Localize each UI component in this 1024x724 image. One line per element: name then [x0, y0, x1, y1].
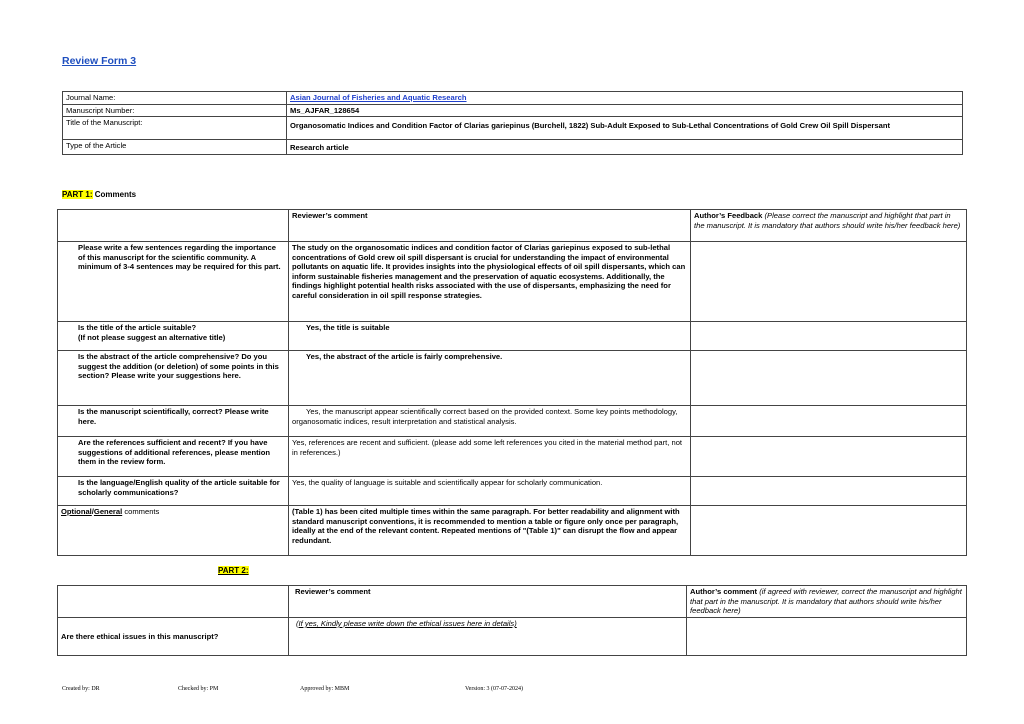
- question-cell: Is the language/English quality of the article suitable for scholarly communications?: [58, 477, 289, 506]
- author-feedback-cell[interactable]: [691, 477, 967, 506]
- reviewer-comment-cell: Yes, the quality of language is suitable and scientifically appear for scholarly communication.: [289, 477, 691, 506]
- manuscript-number-row: [63, 104, 963, 117]
- question-cell: Is the manuscript scientifically, correct? Please write here.: [58, 406, 289, 437]
- reviewer-comment-cell: Yes, the manuscript appear scientifically correct based on the provided context. Some key points methodology, organosomatic indices, result interpretation and statistical analysis.: [289, 406, 691, 437]
- ethical-comment-cell: (If yes, Kindly please write down the ethical issues here in details): [289, 618, 687, 656]
- part2-header-row: [58, 586, 967, 618]
- reviewer-comment-cell: The study on the organosomatic indices and condition factor of Clarias gariepinus exposed to sub-lethal concentrations of Gold crew oil spill dispersant is crucial for understanding the impact of environmental pollutants on aquatic life. It provides insights into the physiological effects of oil spill dispersants, which can inform sustainable fisheries management and the preservation of aquatic ecosystems. Additionally, the findings highlight potential health risks associated with the use of dispersants, emphasizing the need for careful consideration in oil spill response strategies.: [289, 242, 691, 322]
- table-row: [58, 477, 967, 506]
- table-row: [58, 406, 967, 437]
- journal-label: Journal Name:: [63, 92, 287, 105]
- table-row: [58, 242, 967, 322]
- question-cell: Please write a few sentences regarding the importance of this manuscript for the scientific community. A minimum of 3-4 sentences may be required for this part.: [58, 242, 289, 322]
- footer-version: Version: 3 (07-07-2024): [465, 686, 523, 692]
- author-feedback-cell[interactable]: [691, 406, 967, 437]
- author-feedback-cell[interactable]: [691, 437, 967, 477]
- footer-approved: Approved by: MBM: [300, 686, 350, 692]
- manuscript-number-label: Manuscript Number:: [63, 104, 287, 117]
- question-cell: Is the title of the article suitable? (If not please suggest an alternative title): [58, 322, 289, 351]
- table-row: [58, 351, 967, 406]
- manuscript-number-value: Ms_AJFAR_128654: [287, 104, 963, 117]
- question-cell: Are the references sufficient and recent? If you have suggestions of additional references, please mention them in the review form.: [58, 437, 289, 477]
- author-feedback-cell[interactable]: [691, 322, 967, 351]
- part1-header-row: [58, 210, 967, 242]
- manuscript-title-value: Organosomatic Indices and Condition Factor of Clarias gariepinus (Burchell, 1822) Sub-Adult Exposed to Sub-Lethal Concentrations of Gold Crew Oil Spill Dispersant: [287, 117, 963, 140]
- author-comment-header: Author’s comment (if agreed with reviewer, correct the manuscript and highlight that part in the manuscript. It is mandatory that authors should write his/her feedback here): [687, 586, 967, 618]
- reviewer-comment-cell: Yes, the abstract of the article is fairly comprehensive.: [289, 351, 691, 406]
- article-type-value: Research article: [287, 140, 963, 155]
- reviewer-comment-header: Reviewer’s comment: [289, 586, 687, 618]
- part2-ethics-table: [57, 585, 967, 656]
- article-type-label: Type of the Article: [63, 140, 287, 155]
- reviewer-comment-cell: Yes, the title is suitable: [289, 322, 691, 351]
- optional-comments-row: [58, 506, 967, 556]
- part1-heading: PART 1: Comments: [62, 190, 137, 199]
- part1-comments-table: [57, 209, 967, 556]
- journal-row: [63, 92, 963, 105]
- form-title: Review Form 3: [62, 55, 137, 67]
- footer-created: Created by: DR: [62, 686, 100, 692]
- part2-heading: PART 2:: [218, 566, 249, 575]
- author-feedback-cell[interactable]: [691, 242, 967, 322]
- optional-comment-text: (Table 1) has been cited multiple times within the same paragraph. For better readability and alignment with standard manuscript conventions, it is recommended to mention a table or figure only once per paragraph, ideally at the end of the relevant content. Repeated mentions of "(Table 1)" can disrupt the flow and appear redundant.: [289, 506, 691, 556]
- journal-link[interactable]: Asian Journal of Fisheries and Aquatic Research: [290, 93, 467, 102]
- table-row: [58, 322, 967, 351]
- manuscript-info-table: [62, 91, 963, 155]
- table-row: [58, 437, 967, 477]
- author-comment-cell[interactable]: [687, 618, 967, 656]
- article-type-row: [63, 140, 963, 155]
- manuscript-title-label: Title of the Manuscript:: [63, 117, 287, 140]
- table-row: [58, 618, 967, 656]
- question-cell: Is the abstract of the article comprehensive? Do you suggest the addition (or deletion) of some points in this section? Please write your suggestions here.: [58, 351, 289, 406]
- author-feedback-cell[interactable]: [691, 351, 967, 406]
- footer-checked: Checked by: PM: [178, 686, 219, 692]
- optional-comments-label: Optional/General comments: [58, 506, 289, 556]
- manuscript-title-row: [63, 117, 963, 140]
- author-feedback-header: Author’s Feedback (Please correct the manuscript and highlight that part in the manuscript. It is mandatory that authors should write his/her feedback here): [691, 210, 967, 242]
- author-feedback-cell[interactable]: [691, 506, 967, 556]
- ethical-question-cell: Are there ethical issues in this manuscript?: [58, 618, 289, 656]
- reviewer-comment-header: Reviewer’s comment: [289, 210, 691, 242]
- reviewer-comment-cell: Yes, references are recent and sufficient. (please add some left references you cited in the material method part, not in references.): [289, 437, 691, 477]
